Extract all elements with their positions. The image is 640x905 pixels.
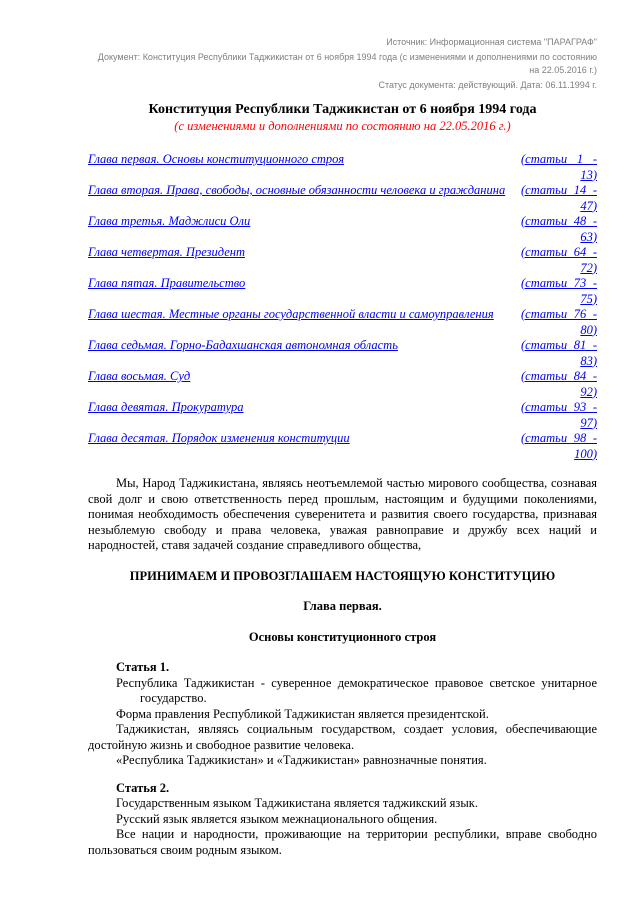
toc-pages-chapter-2[interactable]: (статьи 14 - 47): [521, 183, 597, 213]
toc-title-cell: [88, 431, 509, 462]
toc-pages-chapter-10[interactable]: (статьи 98 - 100): [521, 431, 597, 461]
toc-pages-chapter-1[interactable]: (статьи 1 - 13): [521, 152, 597, 182]
toc-title-cell: [88, 400, 509, 431]
toc-title-cell: [88, 307, 509, 338]
toc-pages-cell: [521, 307, 597, 338]
proclamation-heading: ПРИНИМАЕМ И ПРОВОЗГЛАШАЕМ НАСТОЯЩУЮ КОНСТИТУЦИЮ: [129, 568, 556, 583]
toc-link-chapter-2[interactable]: Глава вторая. Права, свободы, основные обязанности человека и гражданина: [88, 183, 506, 197]
toc-link-chapter-4[interactable]: Глава четвертая. Президент: [88, 245, 245, 259]
preamble-paragraph: Мы, Народ Таджикистана, являясь неотъемлемой частью мирового сообщества, сознавая свой долг и свою ответственность перед прошлым, настоящим и будущими поколениями, понимая необходимость обеспечения суверенитета и развития своего государства, признавая незыблемую свободу и права человека, уважая равноправие и дружбу всех наций и народностей, ставя задачей создание справедливого общества,: [88, 476, 597, 552]
toc-link-chapter-8[interactable]: Глава восьмая. Суд: [88, 369, 191, 383]
toc-pages-chapter-9[interactable]: (статьи 93 - 97): [521, 400, 597, 430]
article-1-paragraph: «Республика Таджикистан» и «Таджикистан» равнозначные понятия.: [116, 753, 487, 767]
document-meta: [88, 36, 597, 92]
toc-row: [88, 276, 597, 307]
toc-pages-chapter-5[interactable]: (статьи 73 - 75): [521, 276, 597, 306]
toc-pages-cell: [521, 245, 597, 276]
toc-pages-cell: [521, 338, 597, 369]
toc-row: [88, 369, 597, 400]
article-1-paragraph: Таджикистан, являясь социальным государством, создает условия, обеспечивающие достойную жизнь и свободное развитие человека.: [88, 722, 597, 752]
toc-pages-chapter-6[interactable]: (статьи 76 - 80): [521, 307, 597, 337]
toc-link-chapter-9[interactable]: Глава девятая. Прокуратура: [88, 400, 244, 414]
toc-pages-cell: [521, 214, 597, 245]
article-1-title: Статья 1.: [116, 660, 170, 674]
toc-link-chapter-6[interactable]: Глава шестая. Местные органы государственной власти и самоуправления: [88, 307, 494, 321]
toc-pages-cell: [521, 400, 597, 431]
meta-source-line: Источник: Информационная система "ПАРАГРАФ": [386, 37, 597, 47]
toc-title-cell: [88, 276, 509, 307]
toc-row: [88, 214, 597, 245]
toc-pages-cell: [521, 276, 597, 307]
toc-pages-chapter-7[interactable]: (статьи 81 - 83): [521, 338, 597, 368]
toc-link-chapter-7[interactable]: Глава седьмая. Горно-Бадахшанская автономная область: [88, 338, 398, 352]
table-of-contents: [88, 152, 597, 462]
toc-pages-cell: [521, 183, 597, 214]
article-2-paragraph: Все нации и народности, проживающие на территории республики, вправе свободно пользоваться своим родным языком.: [88, 827, 597, 857]
toc-pages-chapter-3[interactable]: (статьи 48 - 63): [521, 214, 597, 244]
toc-pages-chapter-4[interactable]: (статьи 64 - 72): [521, 245, 597, 275]
toc-row: [88, 431, 597, 462]
article-1-paragraph: Форма правления Республикой Таджикистан является президентской.: [116, 706, 489, 721]
toc-pages-chapter-8[interactable]: (статьи 84 - 92): [521, 369, 597, 399]
document-subtitle: (с изменениями и дополнениями по состоянию на 22.05.2016 г.): [174, 119, 511, 133]
meta-status-line: Статус документа: действующий. Дата: 06.11.1994 г.: [378, 80, 597, 90]
article-2-title: Статья 2.: [116, 780, 170, 795]
toc-link-chapter-10[interactable]: Глава десятая. Порядок изменения конституции: [88, 431, 350, 445]
toc-title-cell: [88, 338, 509, 369]
chapter-1-heading: Глава первая.: [303, 599, 382, 613]
toc-row: [88, 245, 597, 276]
toc-row: [88, 183, 597, 214]
toc-row: [88, 307, 597, 338]
toc-title-cell: [88, 183, 509, 214]
article-2-paragraph: Государственным языком Таджикистана является таджикский язык.: [116, 796, 478, 810]
toc-pages-cell: [521, 152, 597, 183]
article-1-paragraph: Республика Таджикистан - суверенное демократическое правовое светское унитарное: [116, 675, 597, 690]
toc-row: [88, 338, 597, 369]
toc-title-cell: [88, 245, 509, 276]
toc-link-chapter-3[interactable]: Глава третья. Маджлиси Оли: [88, 214, 251, 228]
toc-row: [88, 400, 597, 431]
meta-document-line: Документ: Конституция Республики Таджикистан от 6 ноября 1994 года (с изменениями и дополнениями по состоянию на 22.05.2016 г.): [97, 52, 597, 75]
document-title: Конституция Республики Таджикистан от 6 ноября 1994 года: [148, 102, 537, 117]
article-1-paragraph-continuation: государство.: [140, 691, 207, 705]
toc-title-cell: [88, 214, 509, 245]
toc-link-chapter-5[interactable]: Глава пятая. Правительство: [88, 276, 246, 290]
toc-row: [88, 152, 597, 183]
toc-pages-cell: [521, 431, 597, 462]
toc-title-cell: [88, 369, 509, 400]
toc-link-chapter-1[interactable]: Глава первая. Основы конституционного строя: [88, 152, 345, 166]
toc-title-cell: [88, 152, 509, 183]
chapter-1-subheading: Основы конституционного строя: [248, 629, 437, 644]
toc-pages-cell: [521, 369, 597, 400]
article-2-paragraph: Русский язык является языком межнационального общения.: [116, 811, 438, 826]
